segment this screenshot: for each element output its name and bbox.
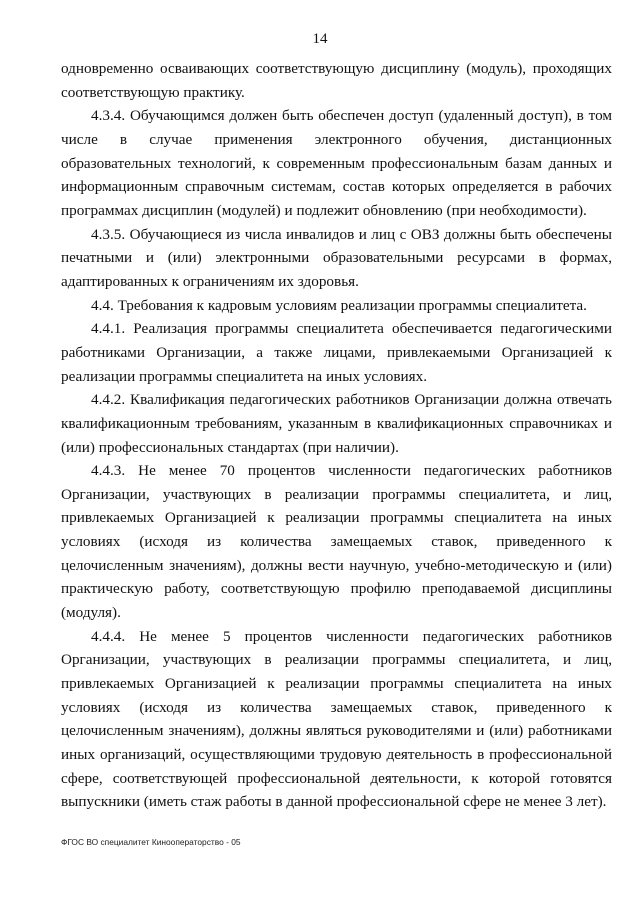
- page-number: 14: [312, 31, 328, 47]
- paragraph-4-3-4: 4.3.4. Обучающимся должен быть обеспечен доступ (удаленный доступ), в том числе в случае применения электронного обучения, дистанционных образовательных технологий, к современным профессиональным базам данных и информационным справочным системам, состав которых определяется в рабочих программах дисциплин (модулей) и подлежит обновлению (при необходимости).: [61, 107, 612, 219]
- paragraph-4-4-1: 4.4.1. Реализация программы специалитета обеспечивается педагогическими работниками Организации, а также лицами, привлекаемыми Организацией к реализации программы специалитета на иных условиях.: [61, 320, 612, 385]
- paragraph-4-4: 4.4. Требования к кадровым условиям реализации программы специалитета.: [91, 296, 587, 314]
- document-body: [61, 57, 612, 814]
- paragraph-4-4-3: 4.4.3. Не менее 70 процентов численности педагогических работников Организации, участвующих в реализации программы специалитета, и лиц, привлекаемых Организацией к реализации программы специалитета на иных условиях (исходя из количества замещаемых ставок, приведенного к целочисленным значениям), должны вести научную, учебно-методическую и (или) практическую работу, соответствующую профилю преподаваемой дисциплины (модуля).: [61, 462, 612, 622]
- footer-document-code: ФГОС ВО специалитет Кинооператорство - 05: [61, 837, 241, 847]
- paragraph-4-4-4: 4.4.4. Не менее 5 процентов численности педагогических работников Организации, участвующих в реализации программы специалитета, и лиц, привлекаемых Организацией к реализации программы специалитета на иных условиях (исходя из количества замещаемых ставок, приведенного к целочисленным значениям), должны являться руководителями и (или) работниками иных организаций, осуществляющими трудовую деятельность в профессиональной сфере, соответствующей профессиональной деятельности, к которой готовятся выпускники (иметь стаж работы в данной профессиональной сфере не менее 3 лет).: [61, 627, 612, 811]
- paragraph-continuation: одновременно осваивающих соответствующую дисциплину (модуль), проходящих соответствующую практику.: [61, 60, 612, 101]
- paragraph-4-4-2: 4.4.2. Квалификация педагогических работников Организации должна отвечать квалификационным требованиям, указанным в квалификационных справочниках и (или) профессиональных стандартах (при наличии).: [61, 391, 612, 456]
- paragraph-4-3-5: 4.3.5. Обучающиеся из числа инвалидов и лиц с ОВЗ должны быть обеспечены печатными и (или) электронными образовательными ресурсами в формах, адаптированных к ограничениям их здоровья.: [61, 225, 612, 290]
